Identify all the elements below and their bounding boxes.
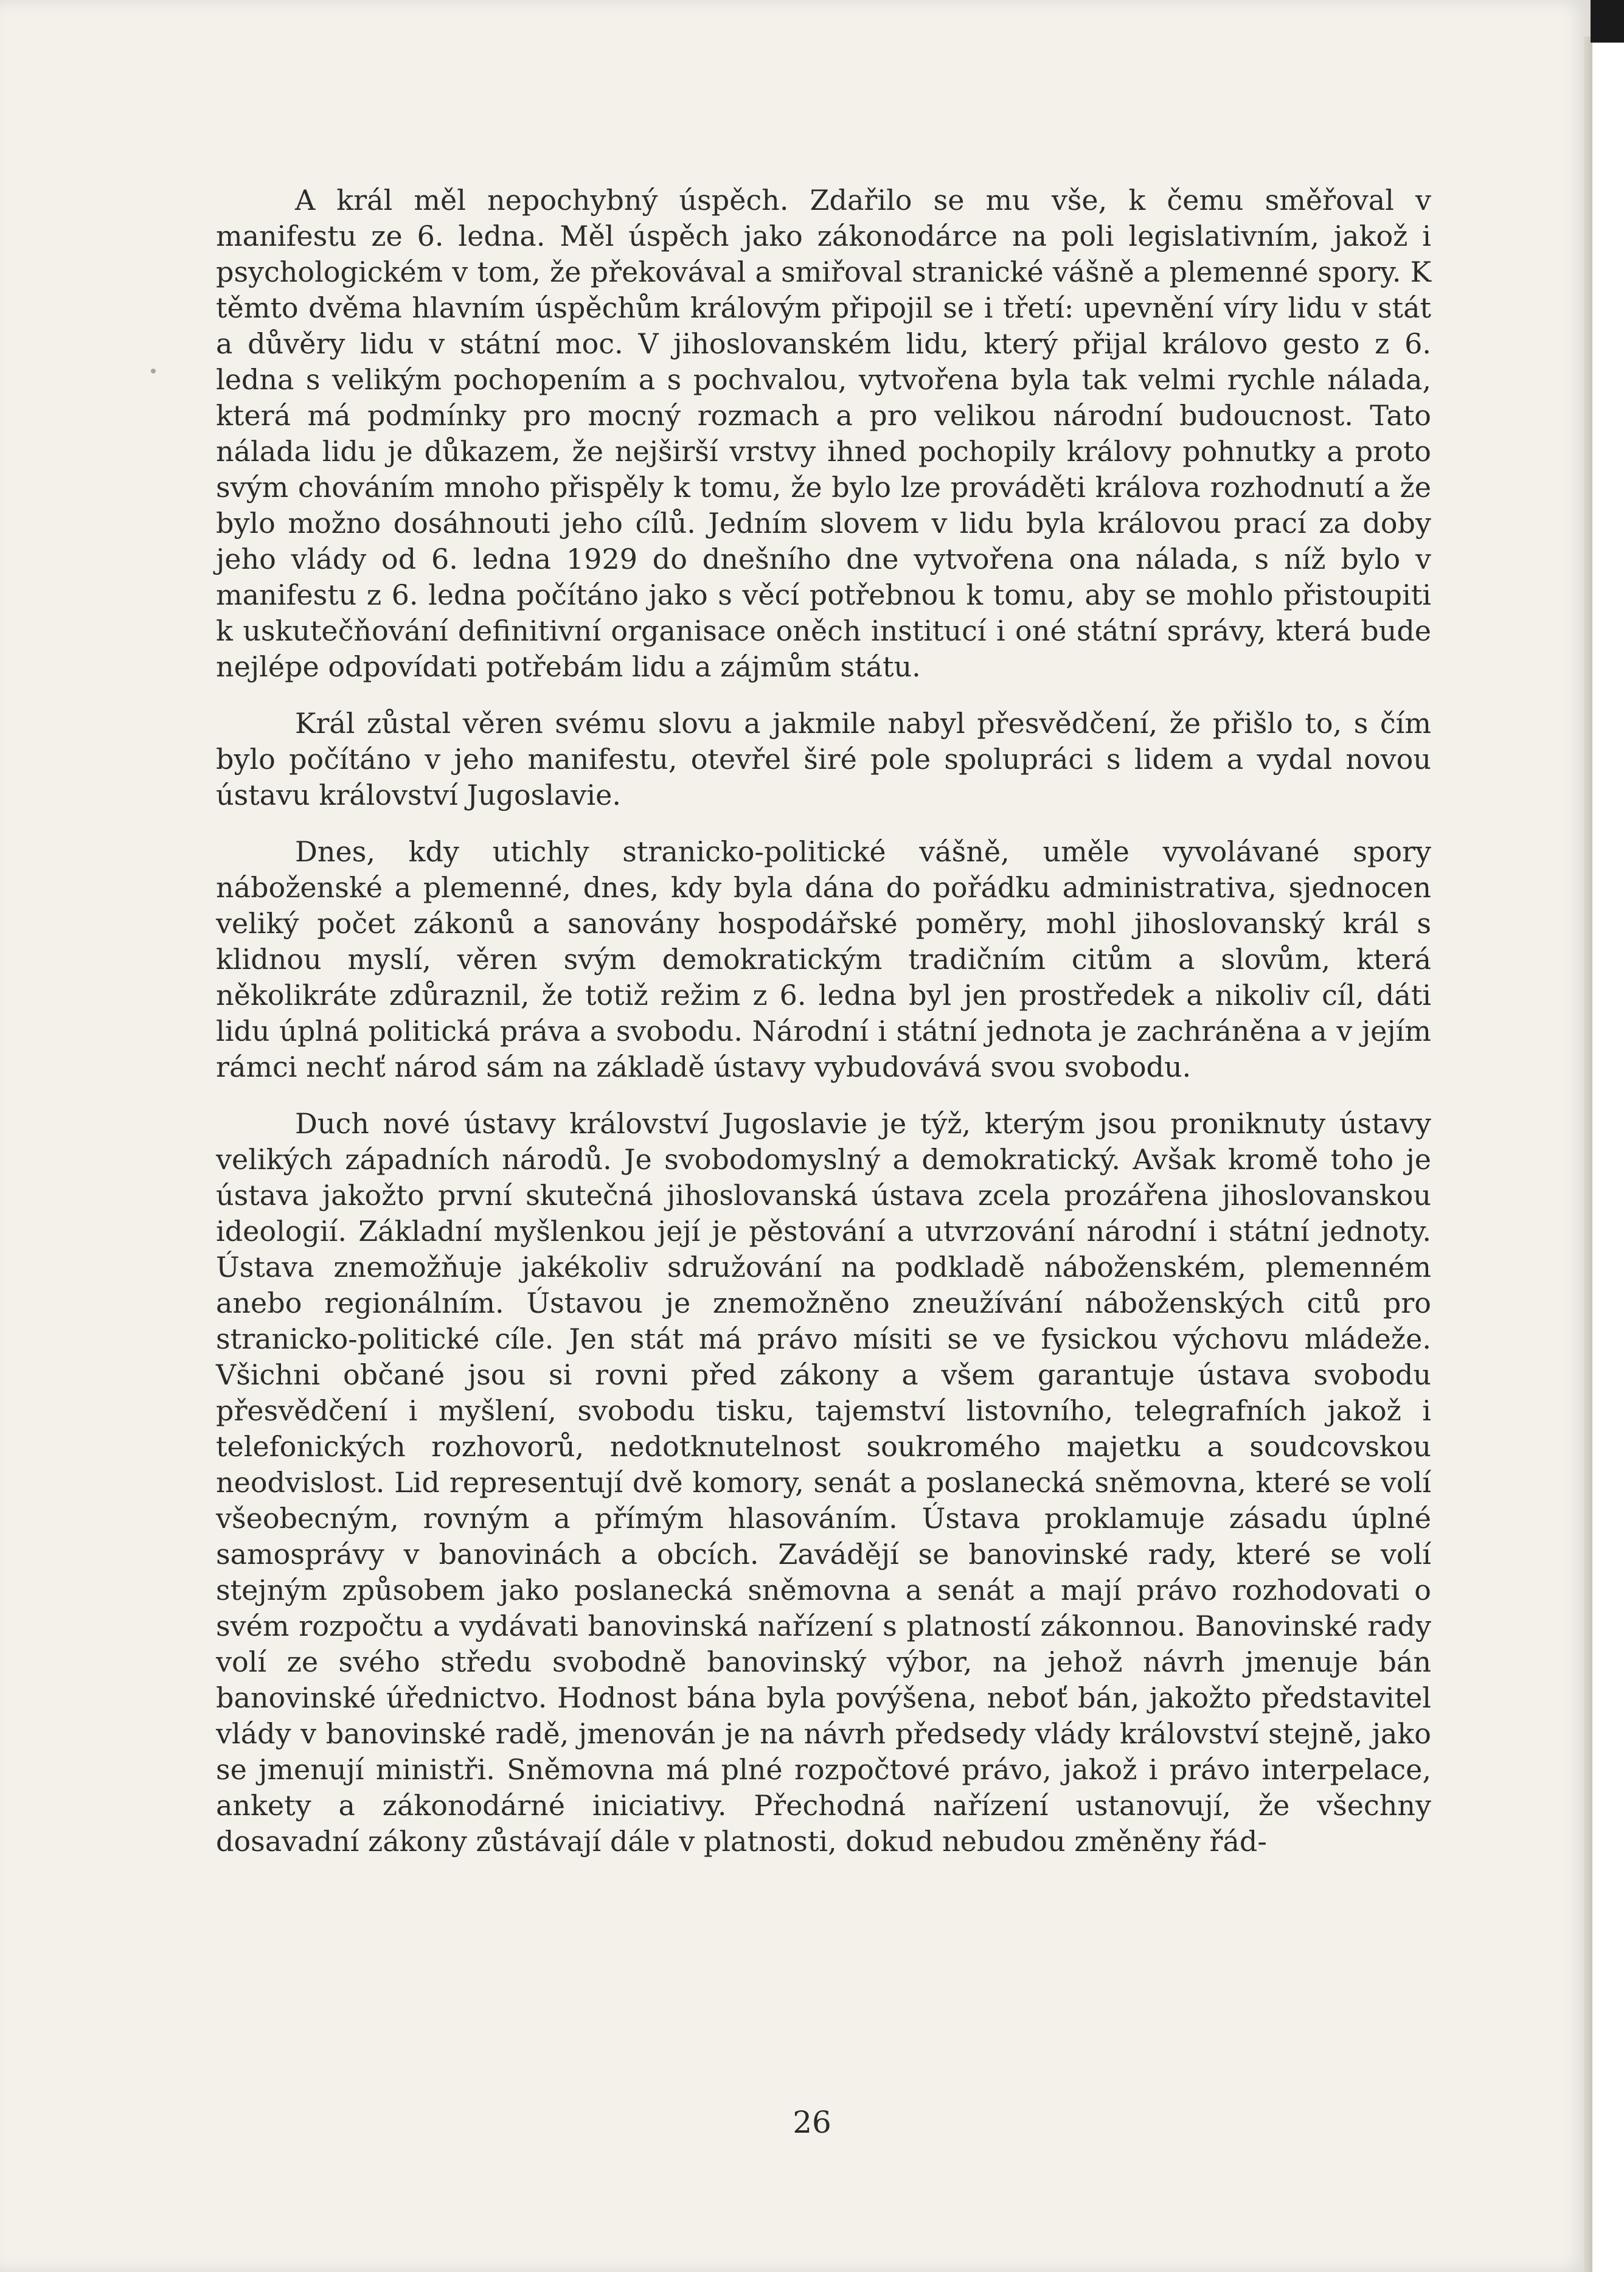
page-number: 26 (793, 2105, 831, 2140)
paragraph-3: Dnes, kdy utichly stranicko-politické vášně, uměle vyvolávané spory náboženské a plemenné, dnes, kdy byla dána do pořádku administrativa, sjednocen veliký počet zákonů a sanovány hospodářské poměry, mohl jihoslovanský král s klidnou myslí, věren svým demokratickým tradičním citům a slovům, která několikráte zdůraznil, že totiž režim z 6. ledna byl jen prostředek a nikoliv cíl, dáti lidu úplná politická práva a svobodu. Národní i státní jednota je zachráněna a v jejím rámci nechť národ sám na základě ústavy vybudovává svou svobodu. (216, 835, 1431, 1083)
paragraph-2: Král zůstal věren svému slovu a jakmile nabyl přesvědčení, že přišlo to, s čím bylo počítáno v jeho manifestu, otevřel širé pole spolupráci s lidem a vydal novou ústavu království Jugoslavie. (216, 707, 1431, 811)
paper-speck (151, 369, 156, 373)
body-text (216, 182, 1431, 1880)
paragraph-1: A král měl nepochybný úspěch. Zdařilo se mu vše, k čemu směřoval v manifestu ze 6. ledna. Měl úspěch jako zákonodárce na poli legislativním, jakož i psychologickém v tom, že překovával a smiřoval stranické vášně a plemenné spory. K těmto dvěma hlavním úspěchům královým připojil se i třetí: upevnění víry lidu v stát a důvěry lidu v státní moc. V jihoslovanském lidu, který přijal královo gesto z 6. ledna s velikým pochopením a s pochvalou, vytvořena byla tak velmi rychle nálada, která má podmínky pro mocný rozmach a pro velikou národní budoucnost. Tato nálada lidu je důkazem, že nejširší vrstvy ihned pochopily královy pohnutky a proto svým chováním mnoho přispěly k tomu, že bylo lze prováděti králova rozhodnutí a že bylo možno dosáhnouti jeho cílů. Jedním slovem v lidu byla královou prací za doby jeho vlády od 6. ledna 1929 do dnešního dne vytvořena ona nálada, s níž bylo v manifestu z 6. ledna počítáno jako s věcí potřebnou k tomu, aby se mohlo přistoupiti k uskutečňování definitivní organisace oněch institucí i oné státní správy, která bude nejlépe odpovídati potřebám lidu a zájmům státu. (216, 184, 1431, 683)
page-edge (1584, 36, 1592, 2272)
binding-shadow (1591, 0, 1624, 43)
paragraph-4: Duch nové ústavy království Jugoslavie je týž, kterým jsou proniknuty ústavy velikých západních národů. Je svobodomyslný a demokratický. Avšak kromě toho je ústava jakožto první skutečná jihoslovanská ústava zcela prozářena jihoslovanskou ideologií. Základní myšlenkou její je pěstování a utvrzování národní i státní jednoty. Ústava znemožňuje jakékoliv sdružování na podkladě náboženském, plemenném anebo regionálním. Ústavou je znemožněno zneužívání náboženských citů pro stranicko-politické cíle. Jen stát má právo mísiti se ve fysickou výchovu mládeže. Všichni občané jsou si rovni před zákony a všem garantuje ústava svobodu přesvědčení i myšlení, svobodu tisku, tajemství listovního, telegrafních jakož i telefonických rozhovorů, nedotknutelnost soukromého majetku a soudcovskou neodvislost. Lid representují dvě komory, senát a poslanecká sněmovna, které se volí všeobecným, rovným a přímým hlasováním. Ústava proklamuje zásadu úplné samosprávy v banovinách a obcích. Zavádějí se banovinské rady, které se volí stejným způsobem jako poslanecká sněmovna a senát a mají právo rozhodovati o svém rozpočtu a vydávati banovinská nařízení s platností zákonnou. Banovinské rady volí ze svého středu svobodně banovinský výbor, na jehož návrh jmenuje bán banovinské úřednictvo. Hodnost bána byla povýšena, neboť bán, jakožto představitel vlády v banovinské radě, jmenován je na návrh předsedy vlády království stejně, jako se jmenují ministři. Sněmovna má plné rozpočtové právo, jakož i právo interpelace, ankety a zákonodárné iniciativy. Přechodná nařízení ustanovují, že všechny dosavadní zákony zůstávají dále v platnosti, dokud nebudou změněny řád- (216, 1107, 1431, 1858)
